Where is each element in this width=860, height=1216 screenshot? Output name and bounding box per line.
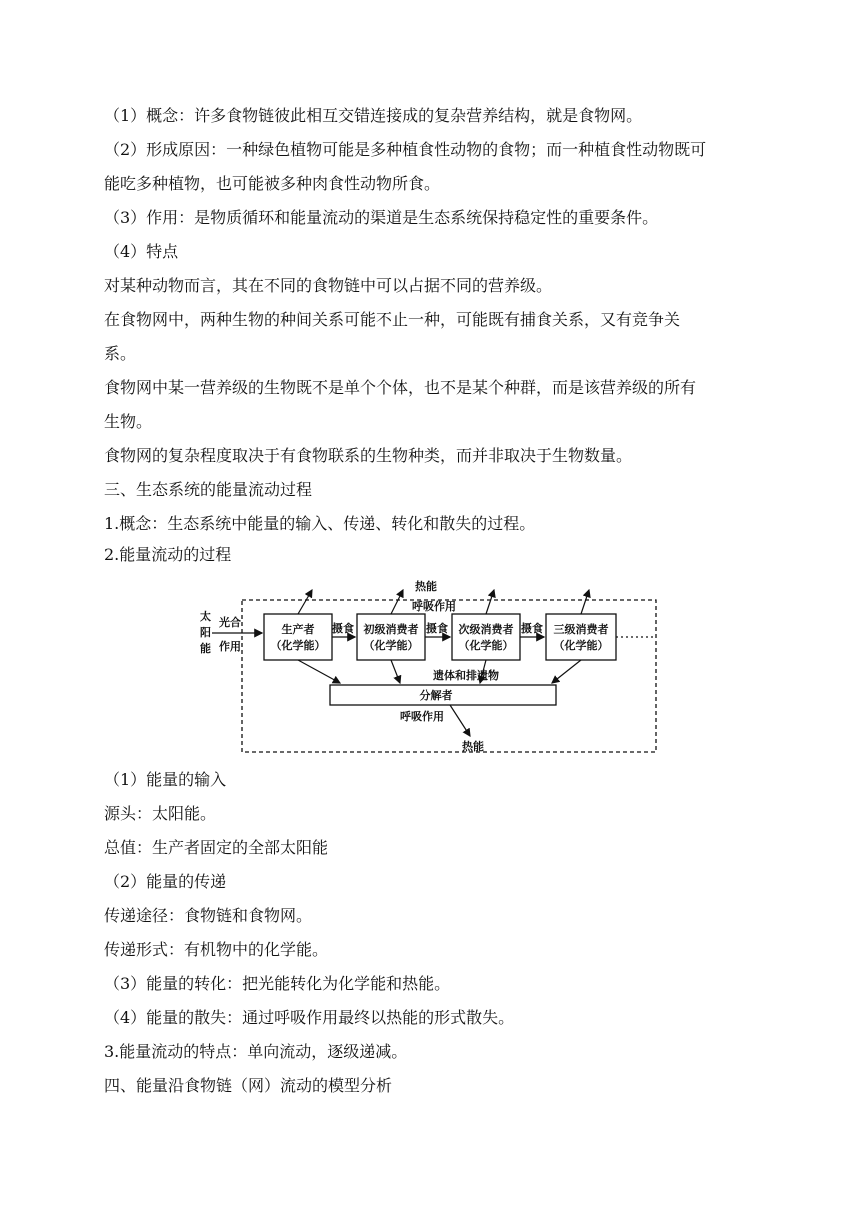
remains-arrow: [298, 660, 340, 683]
heat-label-bottom: 热能: [462, 740, 484, 753]
producer-label: 生产者: [281, 623, 315, 636]
heat-arrow: [391, 590, 403, 614]
text-line: 对某种动物而言，其在不同的食物链中可以占据不同的营养级。: [104, 276, 553, 295]
text-line: （4）特点: [104, 242, 179, 261]
secondary-consumer-label: 次级消费者: [458, 623, 514, 636]
heat-arrow: [581, 590, 589, 614]
producer-label: （化学能）: [270, 639, 326, 652]
respiration-label-top: 呼吸作用: [412, 600, 456, 613]
heat-arrow: [450, 705, 470, 736]
text-line: 传递形式：有机物中的化学能。: [104, 940, 329, 959]
ingest-label: 摄食: [332, 622, 354, 635]
text-line: （3）能量的转化：把光能转化为化学能和热能。: [104, 974, 451, 993]
decomposer-label: 分解者: [419, 689, 453, 702]
text-line: 传递途径：食物链和食物网。: [104, 906, 313, 925]
heat-label-top: 热能: [415, 580, 437, 593]
text-line: （2）形成原因：一种绿色植物可能是多种植食性动物的食物；而一种植食性动物既可: [104, 140, 707, 159]
remains-arrow: [391, 660, 400, 683]
text-line: 1.概念：生态系统中能量的输入、传递、转化和散失的过程。: [104, 514, 536, 533]
energy-flow-diagram: [190, 570, 670, 760]
text-line: 在食物网中，两种生物的种间关系可能不止一种，可能既有捕食关系，又有竞争关: [104, 310, 681, 329]
sun-label: 太: [200, 610, 211, 623]
producer-box: [264, 614, 332, 660]
text-line: 2.能量流动的过程: [104, 545, 232, 564]
section-heading: 三、生态系统的能量流动过程: [104, 480, 313, 499]
tertiary-consumer-label: 三级消费者: [553, 623, 609, 636]
primary-consumer-label: （化学能）: [363, 639, 419, 652]
primary-consumer-label: 初级消费者: [363, 623, 419, 636]
text-line: 源头：太阳能。: [104, 804, 217, 823]
text-line: 生物。: [104, 412, 153, 431]
respiration-label-bottom: 呼吸作用: [400, 710, 444, 723]
text-line: （3）作用：是物质循环和能量流动的渠道是生态系统保持稳定性的重要条件。: [104, 208, 659, 227]
heat-arrow: [486, 590, 494, 614]
remains-arrow: [552, 660, 581, 683]
tertiary-consumer-box: [546, 614, 616, 660]
remains-label: 遗体和排遗物: [433, 669, 499, 682]
text-line: 食物网中某一营养级的生物既不是单个个体，也不是某个种群，而是该营养级的所有: [104, 378, 697, 397]
photosynthesis-label: 光合: [219, 616, 241, 629]
text-line: 能吃多种植物，也可能被多种肉食性动物所食。: [104, 174, 441, 193]
section-heading: 四、能量沿食物链（网）流动的模型分析: [104, 1076, 393, 1095]
heat-arrow: [298, 590, 312, 614]
text-line: 总值：生产者固定的全部太阳能: [104, 838, 329, 857]
text-line: （4）能量的散失：通过呼吸作用最终以热能的形式散失。: [104, 1008, 515, 1027]
photosynthesis-label: 作用: [219, 640, 241, 653]
secondary-consumer-label: （化学能）: [458, 639, 514, 652]
sun-label: 阳: [200, 626, 211, 639]
sun-label: 能: [200, 642, 211, 655]
text-line: （1）概念：许多食物链彼此相互交错连接成的复杂营养结构，就是食物网。: [104, 106, 643, 125]
text-line: （2）能量的传递: [104, 872, 227, 891]
tertiary-consumer-label: （化学能）: [553, 639, 609, 652]
text-line: 3.能量流动的特点：单向流动，逐级递减。: [104, 1042, 408, 1061]
text-line: 系。: [104, 344, 137, 363]
ingest-label: 摄食: [426, 622, 448, 635]
primary-consumer-box: [357, 614, 425, 660]
text-line: 食物网的复杂程度取决于有食物联系的生物种类，而并非取决于生物数量。: [104, 446, 633, 465]
secondary-consumer-box: [452, 614, 520, 660]
text-line: （1）能量的输入: [104, 770, 227, 789]
ingest-label: 摄食: [521, 622, 543, 635]
